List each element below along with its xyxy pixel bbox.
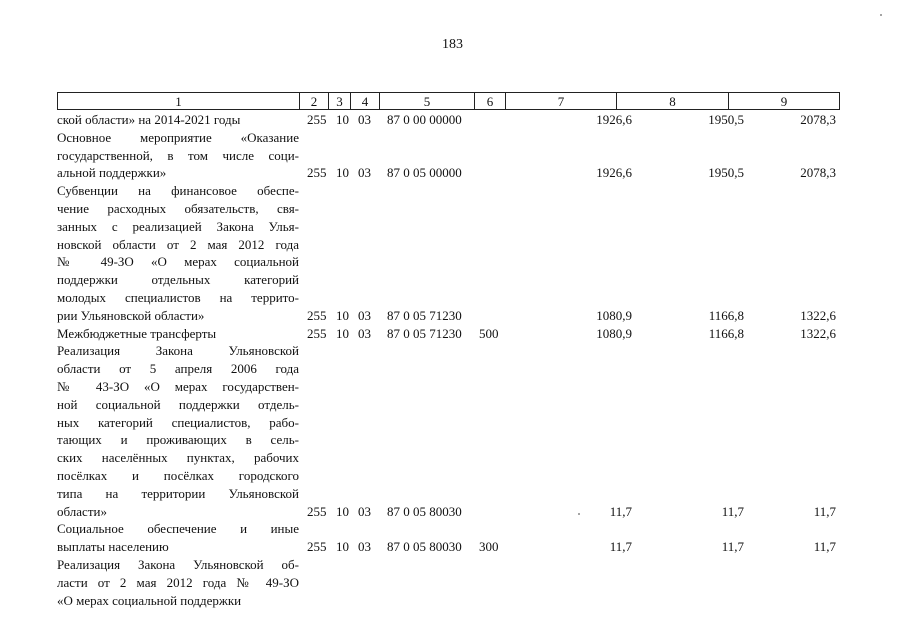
column-header-7: 7 bbox=[506, 93, 617, 110]
description-line: государственной, в том числе соци- bbox=[57, 147, 299, 163]
description-line: «О мерах социальной поддержки bbox=[57, 592, 242, 608]
row-values bbox=[307, 503, 842, 521]
amount-col-8: 1166,8 bbox=[708, 307, 744, 323]
amount-col-9: 2078,3 bbox=[800, 112, 836, 127]
row-values bbox=[307, 164, 842, 182]
amount-col-7: 1926,6 bbox=[596, 165, 632, 181]
target-article-code: 87 0 05 71230 bbox=[387, 325, 462, 341]
admin-code: 255 bbox=[307, 325, 327, 341]
description-line: ной социальной поддержки отдель- bbox=[57, 396, 299, 412]
table-row bbox=[57, 520, 842, 556]
column-header-table bbox=[57, 92, 840, 110]
description-line: № 43-ЗО «О мерах государствен- bbox=[57, 378, 299, 394]
amount-col-9: 2078,3 bbox=[800, 165, 836, 181]
description-line: ских населённых пунктах, рабочих bbox=[57, 450, 299, 466]
row-description bbox=[57, 342, 299, 520]
target-article-code: 87 0 05 80030 bbox=[387, 503, 462, 519]
admin-code: 255 bbox=[307, 503, 327, 519]
section-code: 10 bbox=[336, 503, 349, 519]
column-header-4: 4 bbox=[351, 93, 380, 110]
budget-table-body bbox=[57, 111, 842, 609]
scan-speck bbox=[578, 513, 580, 515]
page-number: 183 bbox=[442, 37, 463, 52]
row-description bbox=[57, 129, 299, 182]
expense-type-code: 300 bbox=[479, 539, 499, 555]
row-description bbox=[57, 520, 299, 556]
admin-code: 255 bbox=[307, 539, 327, 555]
target-article-code: 87 0 05 71230 bbox=[387, 307, 462, 323]
description-line: Социальное обеспечение и иные bbox=[57, 521, 299, 537]
description-line: Основное мероприятие «Оказание bbox=[57, 129, 299, 145]
description-line: Межбюджетные трансферты bbox=[57, 325, 217, 341]
row-description bbox=[57, 111, 299, 129]
column-header-5: 5 bbox=[380, 93, 475, 110]
row-values bbox=[307, 307, 842, 325]
amount-col-9: 11,7 bbox=[813, 539, 836, 555]
description-line: чение расходных обязательств, свя- bbox=[57, 200, 299, 216]
amount-col-8: 1950,5 bbox=[708, 112, 744, 127]
description-line: альной поддержки» bbox=[57, 165, 167, 181]
description-line: занных с реализацией Закона Улья- bbox=[57, 218, 299, 234]
table-row bbox=[57, 111, 842, 129]
description-line: Реализация Закона Ульяновской bbox=[57, 343, 299, 359]
amount-col-8: 1950,5 bbox=[708, 165, 744, 181]
subsection-code: 03 bbox=[358, 165, 371, 181]
subsection-code: 03 bbox=[358, 325, 371, 341]
description-line: рии Ульяновской области» bbox=[57, 307, 205, 323]
description-line: области» bbox=[57, 503, 107, 519]
amount-col-7: 1926,6 bbox=[596, 112, 632, 127]
row-values bbox=[307, 592, 842, 610]
row-description bbox=[57, 556, 299, 609]
table-row bbox=[57, 342, 842, 520]
table-row bbox=[57, 325, 842, 343]
subsection-code: 03 bbox=[358, 503, 371, 519]
description-line: посёлках и посёлках городского bbox=[57, 467, 299, 483]
subsection-code: 03 bbox=[358, 307, 371, 323]
description-line: тающих и проживающих в сель- bbox=[57, 432, 299, 448]
description-line: Субвенции на финансовое обеспе- bbox=[57, 183, 299, 199]
admin-code: 255 bbox=[307, 112, 327, 127]
admin-code: 255 bbox=[307, 165, 327, 181]
admin-code: 255 bbox=[307, 307, 327, 323]
section-code: 10 bbox=[336, 112, 349, 127]
subsection-code: 03 bbox=[358, 539, 371, 555]
column-header-row bbox=[58, 93, 840, 110]
column-header-2: 2 bbox=[300, 93, 329, 110]
section-code: 10 bbox=[336, 539, 349, 555]
row-values bbox=[307, 538, 842, 556]
column-header-9: 9 bbox=[729, 93, 840, 110]
column-header-6: 6 bbox=[475, 93, 506, 110]
description-line: поддержки отдельных категорий bbox=[57, 272, 299, 288]
amount-col-9: 1322,6 bbox=[800, 325, 836, 341]
section-code: 10 bbox=[336, 325, 349, 341]
section-code: 10 bbox=[336, 307, 349, 323]
column-header-1: 1 bbox=[58, 93, 300, 110]
description-line: молодых специалистов на террито- bbox=[57, 289, 299, 305]
description-line: № 49-ЗО «О мерах социальной bbox=[57, 254, 299, 270]
description-line: типа на территории Ульяновской bbox=[57, 485, 299, 501]
target-article-code: 87 0 00 00000 bbox=[387, 112, 462, 127]
expense-type-code: 500 bbox=[479, 325, 499, 341]
description-line: ных категорий специалистов, рабо- bbox=[57, 414, 299, 430]
description-line: области от 5 апреля 2006 года bbox=[57, 361, 299, 377]
amount-col-9: 1322,6 bbox=[800, 307, 836, 323]
target-article-code: 87 0 05 80030 bbox=[387, 539, 462, 555]
target-article-code: 87 0 05 00000 bbox=[387, 165, 462, 181]
table-row bbox=[57, 182, 842, 324]
description-line: новской области от 2 мая 2012 года bbox=[57, 236, 299, 252]
description-line: ласти от 2 мая 2012 года № 49-ЗО bbox=[57, 574, 299, 590]
scan-speck bbox=[880, 14, 882, 16]
row-description bbox=[57, 325, 299, 343]
row-values bbox=[307, 111, 842, 129]
amount-col-9: 11,7 bbox=[813, 503, 836, 519]
amount-col-7: 11,7 bbox=[609, 503, 632, 519]
amount-col-7: 1080,9 bbox=[596, 325, 632, 341]
section-code: 10 bbox=[336, 165, 349, 181]
subsection-code: 03 bbox=[358, 112, 371, 127]
table-row bbox=[57, 129, 842, 182]
amount-col-8: 11,7 bbox=[721, 539, 744, 555]
column-header-8: 8 bbox=[617, 93, 729, 110]
description-line: выплаты населению bbox=[57, 539, 169, 555]
amount-col-8: 1166,8 bbox=[708, 325, 744, 341]
column-header-3: 3 bbox=[329, 93, 351, 110]
table-row bbox=[57, 556, 842, 609]
description-line: Реализация Закона Ульяновской об- bbox=[57, 556, 299, 572]
amount-col-8: 11,7 bbox=[721, 503, 744, 519]
row-values bbox=[307, 325, 842, 343]
amount-col-7: 1080,9 bbox=[596, 307, 632, 323]
row-description bbox=[57, 182, 299, 324]
amount-col-7: 11,7 bbox=[609, 539, 632, 555]
description-line: ской области» на 2014-2021 годы bbox=[57, 112, 241, 127]
